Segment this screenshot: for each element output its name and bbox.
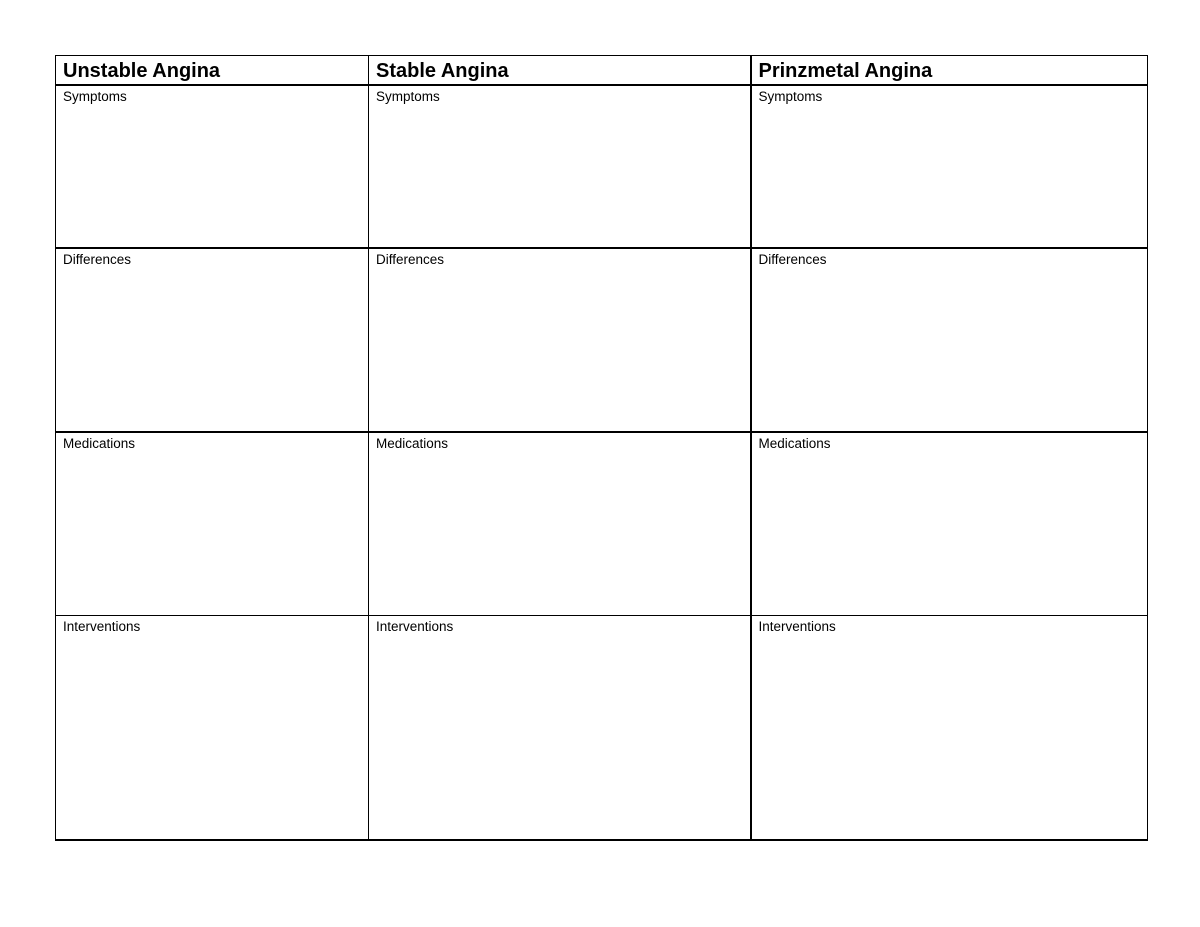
cell-stable-medications: Medications [369, 432, 751, 616]
cell-prinzmetal-medications: Medications [751, 432, 1148, 616]
row-symptoms [56, 85, 1148, 248]
cell-unstable-interventions: Interventions [56, 616, 369, 840]
cell-stable-differences: Differences [369, 248, 751, 432]
cell-unstable-medications: Medications [56, 432, 369, 616]
cell-unstable-differences: Differences [56, 248, 369, 432]
cell-prinzmetal-interventions: Interventions [751, 616, 1148, 840]
cell-prinzmetal-differences: Differences [751, 248, 1148, 432]
header-unstable-angina: Unstable Angina [56, 56, 369, 85]
header-stable-angina: Stable Angina [369, 56, 751, 85]
cell-stable-interventions: Interventions [369, 616, 751, 840]
cell-unstable-symptoms: Symptoms [56, 85, 369, 248]
row-medications [56, 432, 1148, 616]
header-row [56, 56, 1148, 85]
cell-prinzmetal-symptoms: Symptoms [751, 85, 1148, 248]
header-prinzmetal-angina: Prinzmetal Angina [751, 56, 1148, 85]
row-interventions [56, 616, 1148, 840]
angina-comparison-table [55, 55, 1148, 841]
cell-stable-symptoms: Symptoms [369, 85, 751, 248]
row-differences [56, 248, 1148, 432]
